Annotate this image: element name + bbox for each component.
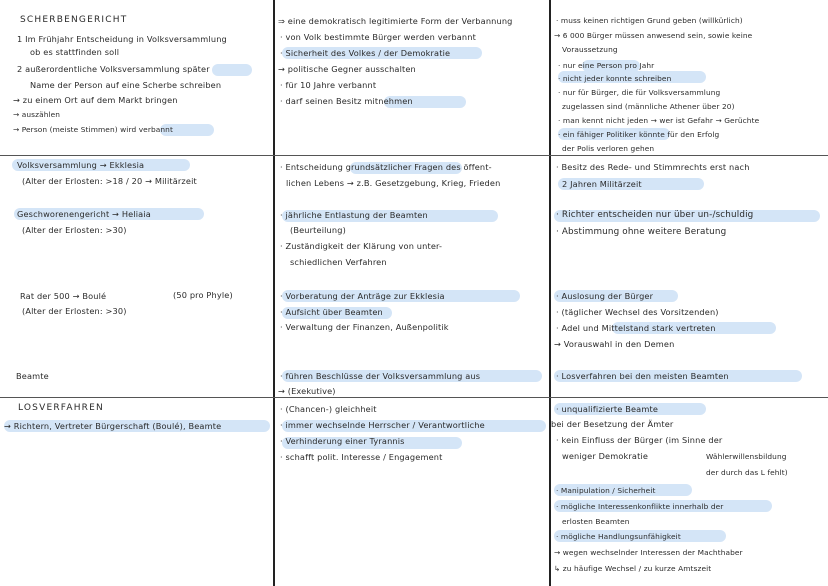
institution-detail: (Alter der Erlosten: >30) <box>22 225 127 235</box>
note-line: schiedlichen Verfahren <box>290 257 387 267</box>
note-line: · führen Beschlüsse der Volksversammlung aus <box>280 371 481 381</box>
note-line: weniger Demokratie <box>562 451 649 461</box>
note-line: · Entscheidung grundsätzlicher Fragen des öffent- <box>280 162 492 172</box>
note-line: ↳ zu häufige Wechsel / zu kurze Amtszeit <box>554 564 712 573</box>
note-line: · Richter entscheiden nur über un-/schuldig <box>556 210 754 220</box>
note-line: · mögliche Handlungsunfähigkeit <box>556 532 681 541</box>
note-line: · Manipulation / Sicherheit <box>556 486 656 495</box>
procedure-line: Name der Person auf eine Scherbe schreiben <box>30 80 222 90</box>
note-line: · Losverfahren bei den meisten Beamten <box>556 371 729 381</box>
note-line: · Besitz des Rede- und Stimmrechts erst nach <box>556 162 750 172</box>
note-line: · man kennt nicht jeden → wer ist Gefahr → Gerüchte <box>558 116 760 125</box>
note-line: → (Exekutive) <box>278 386 336 396</box>
note-line: (Beurteilung) <box>290 225 346 235</box>
losverfahren-title: LOSVERFAHREN <box>18 403 104 413</box>
procedure-line: ob es stattfinden soll <box>30 47 120 57</box>
losverfahren-line: → Richtern, Vertreter Bürgerschaft (Boulé), Beamte <box>4 421 222 431</box>
note-line: · Sicherheit des Volkes / der Demokratie <box>280 48 451 58</box>
note-line: · Aufsicht über Beamten <box>280 307 383 317</box>
note-line: · nur eine Person pro Jahr <box>558 61 655 70</box>
note-line: · nur für Bürger, die für Volksversammlung <box>558 88 721 97</box>
note-line: · (Chancen-) gleichheit <box>280 404 377 414</box>
note-line: zugelassen sind (männliche Athener über 20) <box>562 102 735 111</box>
institution-note: (50 pro Phyle) <box>173 290 233 300</box>
procedure-line: → auszählen <box>13 110 61 119</box>
note-line: 2 Jahren Militärzeit <box>562 179 642 189</box>
note-line: · jährliche Entlastung der Beamten <box>280 210 428 220</box>
note-line: · Verwaltung der Finanzen, Außenpolitik <box>280 322 449 332</box>
column-divider <box>549 0 551 586</box>
column-divider <box>273 0 275 586</box>
note-line: · Zuständigkeit der Klärung von unter- <box>280 241 443 251</box>
note-line: der Polis verloren gehen <box>562 144 655 153</box>
note-line: lichen Lebens → z.B. Gesetzgebung, Krieg, Frieden <box>286 178 501 188</box>
note-line: · immer wechselnde Herrscher / Verantwortliche <box>280 420 485 430</box>
institution-ekklesia: Volksversammlung → Ekklesia <box>17 160 145 170</box>
note-line: · Auslosung der Bürger <box>556 291 654 301</box>
section-divider <box>0 397 828 398</box>
procedure-line: 2 außerordentliche Volksversammlung später <box>17 64 210 74</box>
note-line: · Verhinderung einer Tyrannis <box>280 436 405 446</box>
note-line: · unqualifizierte Beamte <box>556 404 659 414</box>
note-line: → politische Gegner ausschalten <box>278 64 416 74</box>
note-line: · nicht jeder konnte schreiben <box>558 74 672 83</box>
institution-heliaia: Geschworenengericht → Heliaia <box>17 209 151 219</box>
section-divider <box>0 155 828 156</box>
note-line: · von Volk bestimmte Bürger werden verbannt <box>280 32 476 42</box>
institution-beamte: Beamte <box>16 371 49 381</box>
note-line: der durch das L fehlt) <box>706 468 788 477</box>
note-line: · schafft polit. Interesse / Engagement <box>280 452 443 462</box>
note-line: · muss keinen richtigen Grund geben (willkürlich) <box>556 16 743 25</box>
highlight-mark <box>212 64 252 76</box>
note-line: · darf seinen Besitz mitnehmen <box>280 96 413 106</box>
institution-detail: (Alter der Erlosten: >18 / 20 → Militärzeit <box>22 176 197 186</box>
note-line: · Vorberatung der Anträge zur Ekklesia <box>280 291 445 301</box>
note-line: Wählerwillensbildung <box>706 452 787 461</box>
note-line: ⇒ eine demokratisch legitimierte Form der Verbannung <box>278 16 513 26</box>
note-line: · für 10 Jahre verbannt <box>280 80 377 90</box>
scherbengericht-title: SCHERBENGERICHT <box>20 15 128 25</box>
procedure-line: → Person (meiste Stimmen) wird verbannt <box>13 125 173 134</box>
note-line: · mögliche Interessenkonflikte innerhalb der <box>556 502 724 511</box>
note-line: → 6 000 Bürger müssen anwesend sein, sowie keine <box>554 31 753 40</box>
note-line: Voraussetzung <box>562 45 618 54</box>
procedure-line: → zu einem Ort auf dem Markt bringen <box>13 95 178 105</box>
note-line: → Vorauswahl in den Demen <box>554 339 675 349</box>
note-line: · kein Einfluss der Bürger (im Sinne der <box>556 435 723 445</box>
institution-detail: (Alter der Erlosten: >30) <box>22 306 127 316</box>
note-line: → wegen wechselnder Interessen der Machthaber <box>554 548 743 557</box>
note-line: · ein fähiger Politiker könnte für den Erfolg <box>558 130 720 139</box>
note-line: · Abstimmung ohne weitere Beratung <box>556 227 727 237</box>
note-line: · (täglicher Wechsel des Vorsitzenden) <box>556 307 719 317</box>
note-line: · Adel und Mittelstand stark vertreten <box>556 323 716 333</box>
institution-boule: Rat der 500 → Boulé <box>20 291 107 301</box>
note-line: bei der Besetzung der Ämter <box>551 419 674 429</box>
note-line: erlosten Beamten <box>562 517 630 526</box>
procedure-line: 1 Im Frühjahr Entscheidung in Volksversammlung <box>17 34 227 44</box>
